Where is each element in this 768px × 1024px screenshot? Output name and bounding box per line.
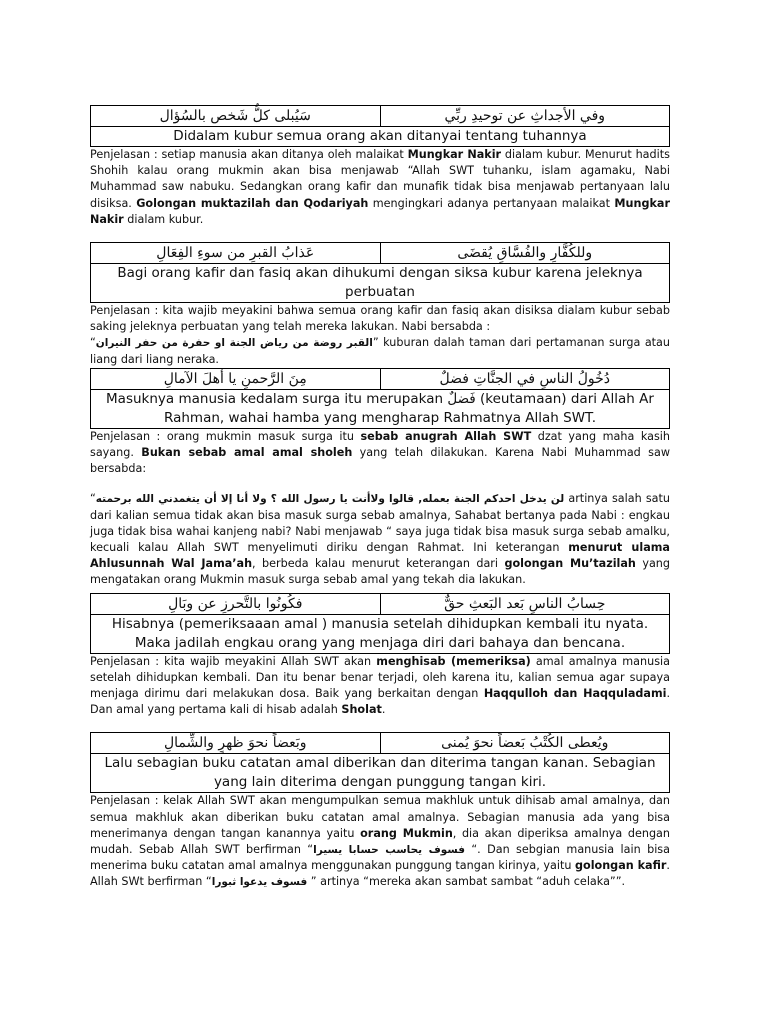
verse-1-right: وفي الأجداثِ عن توحيدِ ربِّي [380,106,670,127]
verse-3-left: مِنَ الرَّحمنِ يا أهلَ الآمالِ [91,368,381,389]
verse-5-right: ويُعطى الكُتْبُ بَعضاً نحوَ يُمنى [380,733,670,754]
verse-5-meaning: Lalu sebagian buku catatan amal diberikan dan diterima tangan kanan. Sebagian yang lain diterima dengan punggung tangan kiri. [91,754,670,793]
verse-table-2 [90,242,670,303]
explanation-3: Penjelasan : orang mukmin masuk surga itu sebab anugrah Allah SWT dzat yang maha kasih sayang. Bukan sebab amal amal sholeh yang telah dilakukan. Karena Nabi Muhammad saw bersabda: [90,429,670,476]
verse-4-meaning: Hisabnya (pemeriksaaan amal ) manusia setelah dihidupkan kembali itu nyata. Maka jadilah engkau orang yang menjaga diri dari bahaya dan bencana. [91,614,670,653]
verse-table-1 [90,105,670,147]
verse-table-3 [90,368,670,429]
verse-3-meaning: Masuknya manusia kedalam surga itu merupakan فَضلٌ (keutamaan) dari Allah Ar Rahman, wahai hamba yang mengharap Rahmatnya Allah SWT. [91,389,670,428]
verse-1-meaning: Didalam kubur semua orang akan ditanyai tentang tuhannya [91,127,670,147]
explanation-4: Penjelasan : kita wajib meyakini Allah SWT akan menghisab (memeriksa) amal amalnya manusia setelah dihidupkan kembali. Dan itu benar benar terjadi, oleh karena itu, kalian semua agar supaya menjaga dirimu dari melakukan dosa. Baik yang berkaitan dengan Haqqulloh dan Haqquladami. Dan amal yang pertama kali di hisab adalah Sholat. [90,654,671,717]
verse-1-left: سَيُبلى كلُّ شَخص بالسُؤال [91,106,381,127]
explanation-5: Penjelasan : kelak Allah SWT akan mengumpulkan semua makhluk untuk dihisab amal amalnya, dan semua makhluk akan diberikan buku catatan amal amalnya. Sebagian manusia ada yang bisa menerimanya dengan tangan kanannya yaitu orang Mukmin, dia akan diperiksa amalnya dengan mudah. Sebab Allah SWT berfirman “فسوف يحاسب حسابا يسيرا “. Dan sebgian manusia lain bisa menerima buku catatan amal amalnya menggunakan punggung tangan kirinya, yaitu golongan kafir. Allah SWt berfirman “فسوف يدعوا ثبورا ” artinya “mereka akan sambat sambat “aduh celaka””. [90,794,670,889]
hadith-paragraph: “لن يدخل احدكم الجنة بعمله, قالوا ولاأنت يا رسول الله ؟ ولا أنا إلا أن يتغمدني الله برحمته artinya salah satu dari kalian semua tidak akan bisa masuk surga sebab amalnya, Sahabat bertanya pada Nabi : engkau juga tidak bisa wahai kanjeng nabi? Nabi menjawab “ saya juga tidak bisa masuk surga sebab amalku, kecuali kalau Allah SWT menyelimuti diriku dengan Rahmat. Ini keterangan menurut ulama Ahlusunnah Wal Jama’ah, berbeda kalau menurut keterangan dari golongan Mu’tazilah yang mengatakan orang Mukmin masuk surga sebab amal yang tekah dia lakukan. [90,492,670,587]
verse-2-meaning: Bagi orang kafir dan fasiq akan dihukumi dengan siksa kubur karena jeleknya perbuatan [91,264,670,303]
verse-2-left: عَذابُ القبرِ من سوءِ الفِعَالِ [91,243,381,264]
verse-2-right: وللكُفَّارِ والفُسَّاقِ يُقضَى [380,243,670,264]
explanation-2: Penjelasan : kita wajib meyakini bahwa semua orang kafir dan fasiq akan disiksa dialam kubur sebab saking jeleknya perbuatan yang telah mereka lakukan. Nabi bersabda : “القبر روضة من رياض الجنة او حفرة من حفر النيران” kuburan dalah taman dari pertamanan surga atau liang dari liang neraka. [90,304,671,366]
verse-3-right: دُخُولُ الناسِ في الجنَّاتِ فضلٌ [380,368,670,389]
verse-5-left: وبَعضاً نحوَ ظهرٍ والشِّمالِ [91,733,381,754]
explanation-1: Penjelasan : setiap manusia akan ditanya oleh malaikat Mungkar Nakir dialam kubur. Menurut hadits Shohih kalau orang mukmin akan bisa menjawab “Allah SWT tuhanku, islam agamaku, Nabi Muhammad saw nabuku. Sedangkan orang kafir dan munafik tidak bisa menjawab pertanyaan lalu disiksa. Golongan muktazilah dan Qodariyah mengingkari adanya pertanyaan malaikat Mungkar Nakir dialam kubur. [90,148,670,226]
document-page [90,105,670,891]
verse-table-5 [90,732,670,793]
verse-table-4 [90,593,670,654]
verse-4-left: فكُونُوا بالتَّحرزِ عن وبَالِ [91,593,381,614]
verse-4-right: حِسابُ الناسِ بَعد البَعثِ حقٌّ [380,593,670,614]
